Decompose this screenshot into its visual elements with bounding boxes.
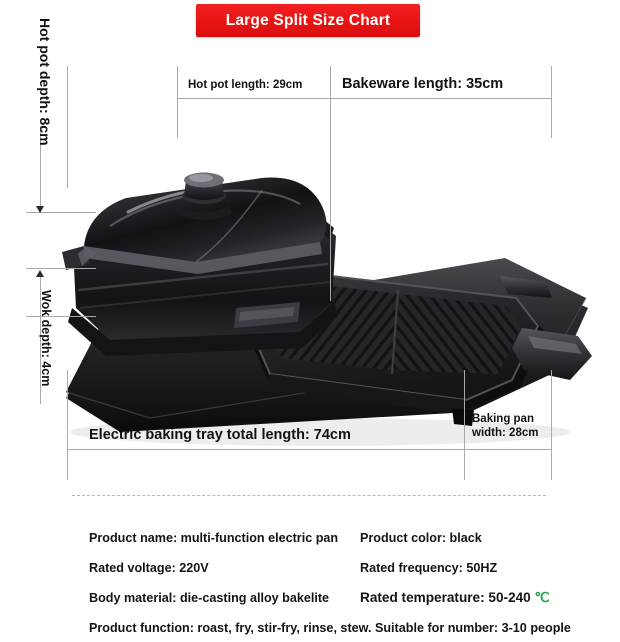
spec-rated-voltage: Rated voltage: 220V	[89, 561, 209, 575]
guide-v-bakeware-end	[551, 66, 552, 138]
label-hot-pot-length: Hot pot length: 29cm	[188, 79, 303, 91]
spec-row-1	[0, 524, 620, 552]
spec-row-3	[0, 584, 620, 612]
lid-knob-highlight	[189, 174, 213, 182]
label-baking-pan-width-line1: Baking pan	[472, 413, 534, 425]
spec-row-2	[0, 554, 620, 582]
guide-h-pot-mid	[26, 268, 96, 269]
guide-h-pot-bottom	[26, 316, 96, 317]
dimline-total-length	[67, 449, 464, 450]
spec-body-material: Body material: die-casting alloy bakelite	[89, 591, 330, 605]
label-bakeware-length: Bakeware length: 35cm	[342, 76, 504, 92]
dimline-bakeware-length	[330, 98, 551, 99]
label-baking-pan-width-line2: width: 28cm	[472, 426, 539, 439]
grill-ridges-right	[390, 294, 520, 374]
label-total-length: Electric baking tray total length: 74cm	[89, 427, 351, 443]
arrow-wok-depth	[36, 270, 44, 277]
spec-rated-frequency: Rated frequency: 50HZ	[360, 561, 498, 575]
guide-v-total-end	[464, 370, 465, 480]
section-divider	[72, 495, 546, 496]
guide-v-panwidth-end	[551, 370, 552, 480]
spec-rated-temperature-value: Rated temperature: 50-240	[360, 590, 531, 605]
label-wok-depth: Wok depth: 4cm	[39, 290, 53, 387]
label-baking-pan-width	[472, 413, 538, 440]
arrow-hot-pot-depth	[36, 206, 44, 213]
guide-v-hotpot-start	[177, 66, 178, 138]
spec-rated-temperature	[360, 590, 550, 606]
spec-row-4	[0, 614, 620, 642]
guide-v-total-start	[67, 370, 68, 480]
specifications-block	[0, 512, 620, 635]
title-text: Large Split Size Chart	[225, 11, 391, 29]
guide-v-left-top	[67, 66, 68, 188]
dimline-baking-pan-width	[464, 449, 551, 450]
degree-celsius-icon: ℃	[534, 590, 550, 605]
spec-product-function: Product function: roast, fry, stir-fry, rinse, stew. Suitable for number: 3-10 people	[89, 621, 571, 635]
title-banner	[196, 4, 420, 37]
spec-product-color: Product color: black	[360, 531, 482, 545]
label-hot-pot-depth: Hot pot depth: 8cm	[37, 18, 53, 146]
spec-product-name: Product name: multi-function electric pan	[89, 531, 339, 545]
guide-v-hotpot-end	[330, 66, 331, 301]
dimline-hot-pot-length	[177, 98, 331, 99]
